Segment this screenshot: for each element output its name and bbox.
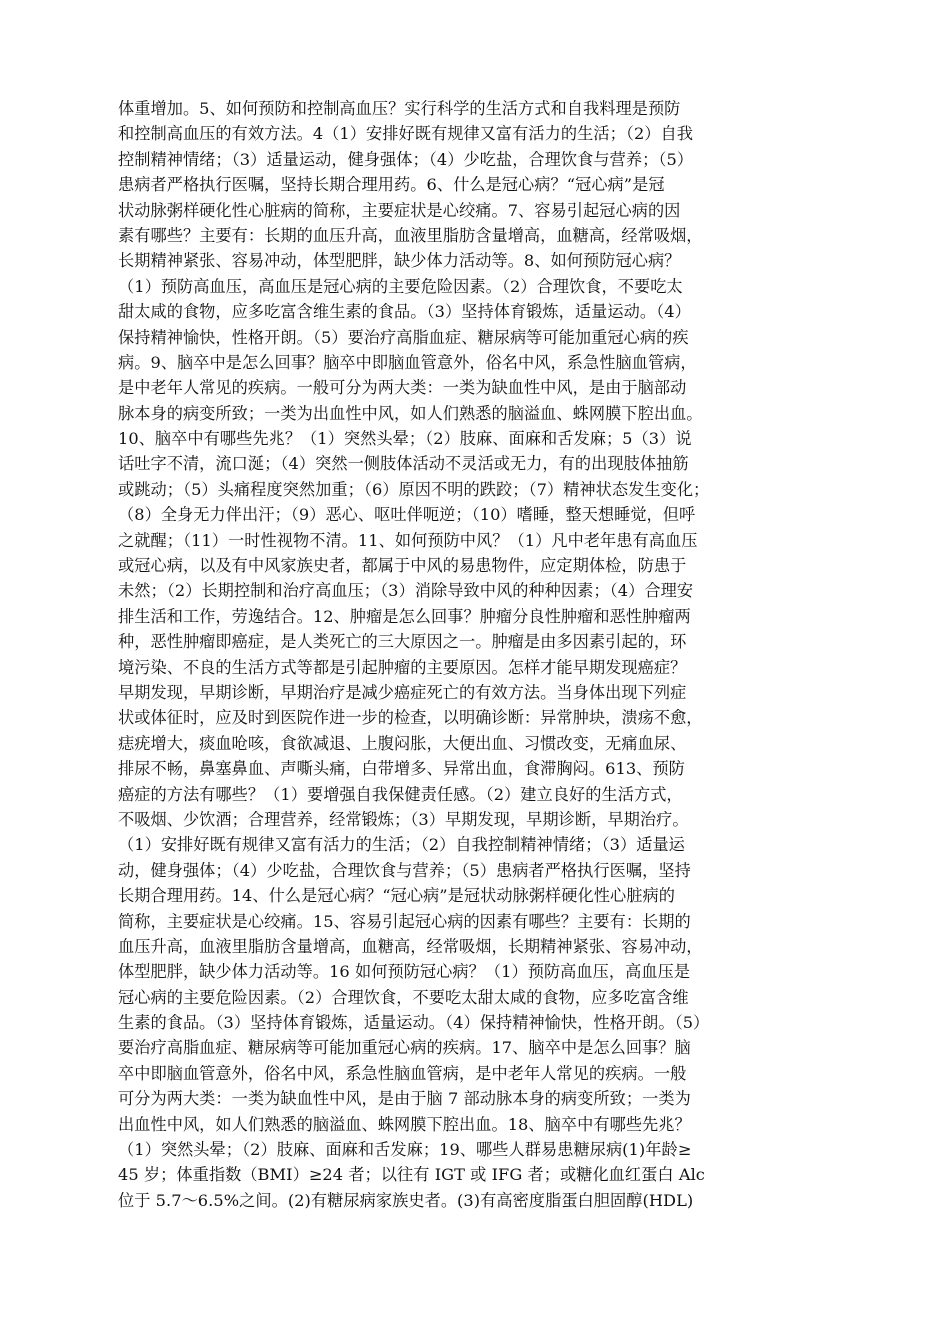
text-line: 排生活和工作，劳逸结合。12、肿瘤是怎么回事？肿瘤分良性肿瘤和恶性肿瘤两 — [118, 606, 691, 626]
text-line: 状动脉粥样硬化性心脏病的简称，主要症状是心绞痛。7、容易引起冠心病的因 — [118, 200, 681, 220]
text-line: （1）预防高血压，高血压是冠心病的主要危险因素。（2）合理饮食，不要吃太 — [118, 276, 683, 296]
text-line: 动，健身强体；（4）少吃盐，合理饮食与营养；（5）患病者严格执行医嘱，坚持 — [118, 860, 691, 880]
text-line: 或冠心病，以及有中风家族史者，都属于中风的易患物件，应定期体检，防患于 — [118, 556, 687, 576]
text-line: 简称，主要症状是心绞痛。15、容易引起冠心病的因素有哪些？主要有：长期的 — [118, 911, 691, 931]
text-line: 长期合理用药。14、什么是冠心病？“冠心病”是冠状动脉粥样硬化性心脏病的 — [118, 886, 675, 906]
text-line: 体重增加。5、如何预防和控制高血压？实行科学的生活方式和自我料理是预防 — [118, 99, 681, 118]
text-line: 10、脑卒中有哪些先兆？（1）突然头晕；（2）肢麻、面麻和舌发麻；5（3）说 — [118, 429, 692, 449]
text-line: 位于 5.7～6.5%之间。(2)有糖尿病家族史者。(3)有高密度脂蛋白胆固醇(HDL) — [118, 1190, 694, 1210]
text-line: 境污染、不良的生活方式等都是引起肿瘤的主要原因。怎样才能早期发现癌症？ — [118, 657, 687, 677]
text-line: 素有哪些？主要有：长期的血压升高，血液里脂肪含量增高，血糖高，经常吸烟， — [118, 225, 703, 245]
text-line: 卒中即脑血管意外，俗名中风，系急性脑血管病，是中老年人常见的疾病。一般 — [118, 1063, 687, 1083]
text-line: 体型肥胖，缺少体力活动等。16 如何预防冠心病？（1）预防高血压，高血压是 — [118, 962, 691, 982]
text-line: 是中老年人常见的疾病。一般可分为两大类：一类为缺血性中风，是由于脑部动 — [118, 378, 687, 398]
text-line: 未然；（2）长期控制和治疗高血压；（3）消除导致中风的种种因素；（4）合理安 — [118, 581, 694, 601]
text-line: 状或体征时，应及时到医院作进一步的检查，以明确诊断：异常肿块，溃疡不愈， — [118, 708, 703, 728]
text-line: 排尿不畅，鼻塞鼻血、声嘶头痛，白带增多、异常出血，食滞胸闷。613、预防 — [118, 759, 685, 779]
text-line: 癌症的方法有哪些？（1）要增强自我保健责任感。（2）建立良好的生活方式， — [118, 784, 683, 804]
text-line: 甜太咸的食物，应多吃富含维生素的食品。（3）坚持体育锻炼，适量运动。（4） — [118, 302, 691, 322]
text-line: 病。9、脑卒中是怎么回事？脑卒中即脑血管意外，俗名中风，系急性脑血管病， — [118, 352, 697, 372]
text-line: （1）安排好既有规律又富有活力的生活；（2）自我控制精神情绪；（3）适量运 — [118, 835, 685, 855]
text-line: 和控制高血压的有效方法。4（1）安排好既有规律又富有活力的生活；（2）自我 — [118, 124, 694, 144]
text-line: 血压升高，血液里脂肪含量增高，血糖高，经常吸烟，长期精神紧张、容易冲动， — [118, 936, 703, 956]
text-line: 患病者严格执行医嘱，坚持长期合理用药。6、什么是冠心病？“冠心病”是冠 — [118, 175, 665, 195]
text-line: 45 岁；体重指数（BMI）≥24 者；以往有 IGT 或 IFG 者；或糖化血红蛋白 Alc — [118, 1165, 705, 1185]
text-line: 早期发现，早期诊断，早期治疗是减少癌症死亡的有效方法。当身体出现下列症 — [118, 682, 687, 702]
text-line: 要治疗高脂血症、糖尿病等可能加重冠心病的疾病。17、脑卒中是怎么回事？脑 — [118, 1038, 691, 1058]
text-line: 脉本身的病变所致；一类为出血性中风，如人们熟悉的脑溢血、蛛网膜下腔出血。 — [118, 403, 703, 423]
text-line: 长期精神紧张、容易冲动，体型肥胖，缺少体力活动等。8、如何预防冠心病？ — [118, 251, 681, 271]
text-line: 冠心病的主要危险因素。（2）合理饮食，不要吃太甜太咸的食物，应多吃富含维 — [118, 987, 689, 1007]
text-line: 控制精神情绪；（3）适量运动，健身强体；（4）少吃盐，合理饮食与营养；（5） — [118, 149, 694, 169]
text-line: 不吸烟、少饮酒；合理营养，经常锻炼；（3）早期发现，早期诊断，早期治疗。 — [118, 809, 689, 829]
text-line: 之就醒；（11）一时性视物不清。11、如何预防中风？（1）凡中老年患有高血压 — [118, 530, 698, 550]
text-line: （8）全身无力伴出汗；（9）恶心、呕吐伴呃逆；（10）嗜睡，整天想睡觉，但呼 — [118, 505, 696, 525]
text-line: 出血性中风，如人们熟悉的脑溢血、蛛网膜下腔出血。18、脑卒中有哪些先兆？ — [118, 1114, 691, 1134]
text-line: 话吐字不清，流口涎；（4）突然一侧肢体活动不灵活或无力，有的出现肢体抽筋 — [118, 454, 689, 474]
body-text — [118, 96, 818, 1213]
text-line: 种，恶性肿瘤即癌症，是人类死亡的三大原因之一。肿瘤是由多因素引起的，环 — [118, 632, 687, 652]
text-line: 可分为两大类：一类为缺血性中风，是由于脑 7 部动脉本身的病变所致；一类为 — [118, 1089, 691, 1109]
text-line: 保持精神愉快，性格开朗。（5）要治疗高脂血症、糖尿病等可能加重冠心病的疾 — [118, 327, 689, 347]
text-line: 痣疣增大，痰血呛咳，食欲减退、上腹闷胀，大便出血、习惯改变，无痛血尿、 — [118, 733, 687, 753]
text-line: 生素的食品。（3）坚持体育锻炼，适量运动。（4）保持精神愉快，性格开朗。（5） — [118, 1013, 710, 1033]
text-line: 或跳动；（5）头痛程度突然加重；（6）原因不明的跌跤；（7）精神状态发生变化； — [118, 479, 710, 499]
text-line: （1）突然头晕；（2）肢麻、面麻和舌发麻；19、哪些人群易患糖尿病(1)年龄≥ — [118, 1140, 692, 1160]
